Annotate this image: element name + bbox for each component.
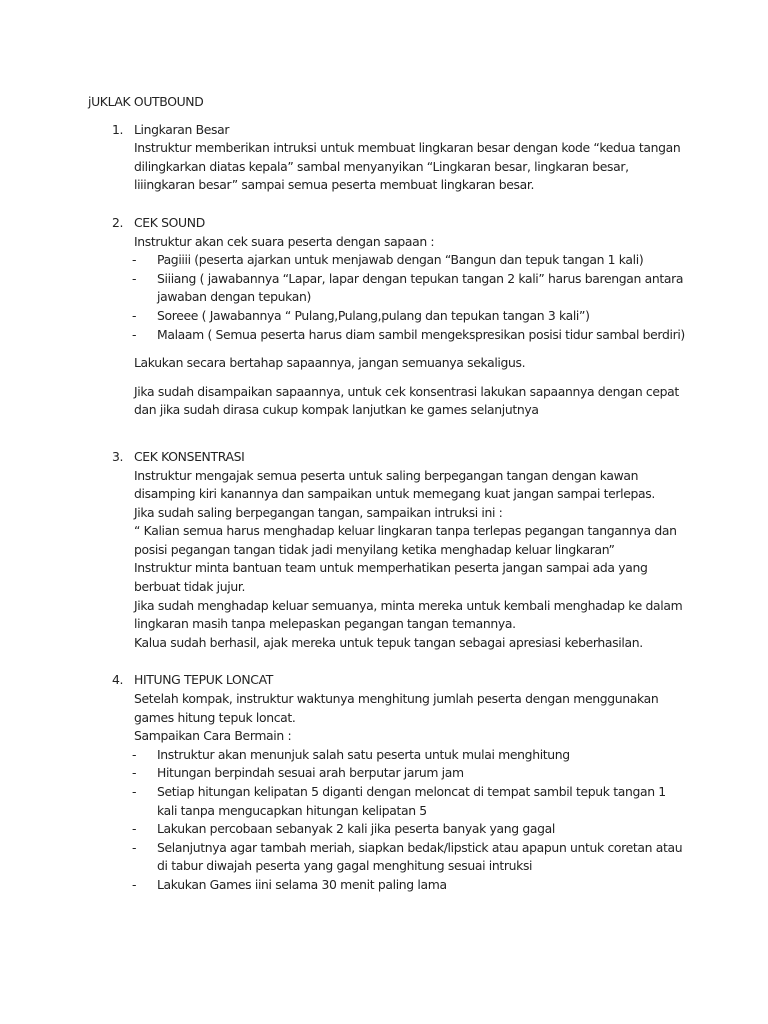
- section-paragraph: Kalua sudah berhasil, ajak mereka untuk tepuk tangan sebagai apresiasi keberhasilan.: [134, 634, 643, 650]
- list-item-text: Soreee ( Jawabannya “ Pulang,Pulang,pulang dan tepukan tangan 3 kali”): [157, 307, 590, 323]
- dash-marker: -: [132, 746, 137, 762]
- list-item-text: Lakukan percobaan sebanyak 2 kali jika peserta banyak yang gagal: [157, 821, 555, 837]
- section-lingkaran-besar: [88, 121, 688, 195]
- list-item-text: Instruktur akan menunjuk salah satu peserta untuk mulai menghitung: [157, 746, 570, 762]
- list-item: [134, 783, 688, 820]
- list-item-text: Hitungan berpindah sesuai arah berputar jarum jam: [157, 765, 464, 781]
- section-paragraph: Instruktur mengajak semua peserta untuk saling berpegangan tangan dengan kawan disamping kiri kanannya dan sampaikan untuk memegang kuat jangan sampai terlepas.: [134, 467, 655, 502]
- dash-marker: -: [132, 821, 137, 837]
- list-item: [134, 820, 688, 839]
- list-item-text: Siiiang ( jawabannya “Lapar, lapar dengan tepukan tangan 2 kali” harus barengan antara jawaban dengan tepukan): [157, 270, 684, 305]
- section-number: 1.: [112, 121, 124, 137]
- section-heading: CEK SOUND: [134, 214, 205, 230]
- dash-marker: -: [132, 326, 137, 342]
- list-item: [134, 876, 688, 895]
- list-item-text: Selanjutnya agar tambah meriah, siapkan bedak/lipstick atau apapun untuk coretan atau di tabur diwajah peserta yang gagal menghitung sesuai intruksi: [157, 839, 683, 874]
- dash-marker: -: [132, 252, 137, 268]
- list-item: [134, 307, 688, 326]
- dash-marker: -: [132, 839, 137, 855]
- dash-marker: -: [132, 784, 137, 799]
- section-heading: HITUNG TEPUK LONCAT: [134, 672, 273, 688]
- list-item: [134, 764, 688, 783]
- bullet-list: [134, 251, 688, 344]
- list-item: [134, 746, 688, 765]
- list-item: [134, 839, 688, 876]
- section-note: Jika sudah disampaikan sapaannya, untuk cek konsentrasi lakukan sapaannya dengan cepat dan jika sudah dirasa cukup kompak lanjutkan ke games selanjutnya: [134, 383, 679, 418]
- document-page: [88, 93, 688, 895]
- section-paragraph: Jika sudah saling berpegangan tangan, sampaikan intruksi ini :: [134, 504, 503, 520]
- section-paragraph: Jika sudah menghadap keluar semuanya, minta mereka untuk kembali menghadap ke dalam lingkaran masih tanpa melepaskan pegangan tangan temannya.: [134, 597, 683, 632]
- section-text: Instruktur memberikan intruksi untuk membuat lingkaran besar dengan kode “kedua tangan dilingkarkan diatas kepala” sambal menyanyikan “Lingkaran besar, lingkaran besar, liiingkaran besar” sampai semua peserta membuat lingkaran besar.: [134, 140, 681, 193]
- bullet-list: [134, 746, 688, 895]
- section-paragraph: Sampaikan Cara Bermain :: [134, 728, 292, 744]
- list-item-text: Setiap hitungan kelipatan 5 diganti dengan meloncat di tempat sambil tepuk tangan 1 kali tanpa mengucapkan hitungan kelipatan 5: [157, 784, 666, 818]
- list-item-text: Pagiiii (peserta ajarkan untuk menjawab dengan “Bangun dan tepuk tangan 1 kali): [157, 252, 644, 268]
- list-item: [134, 326, 688, 345]
- section-heading: CEK KONSENTRASI: [134, 448, 245, 464]
- document-title: jUKLAK OUTBOUND: [88, 94, 204, 109]
- list-item: [134, 251, 688, 270]
- section-hitung-tepuk-loncat: [88, 671, 688, 894]
- section-number: 3.: [112, 448, 124, 464]
- list-item: [134, 270, 688, 307]
- list-item-text: Lakukan Games iini selama 30 menit paling lama: [157, 876, 447, 892]
- dash-marker: -: [132, 876, 137, 892]
- section-number: 2.: [112, 214, 124, 230]
- dash-marker: -: [132, 270, 137, 286]
- dash-marker: -: [132, 765, 137, 781]
- section-quote: “ Kalian semua harus menghadap keluar lingkaran tanpa terlepas pegangan tangannya dan posisi pegangan tangan tidak jadi menyilang ketika menghadap keluar lingkaran”: [134, 523, 677, 557]
- section-heading: Lingkaran Besar: [134, 121, 230, 137]
- section-intro: Instruktur akan cek suara peserta dengan sapaan :: [134, 233, 435, 249]
- section-paragraph: Setelah kompak, instruktur waktunya menghitung jumlah peserta dengan menggunakan games hitung tepuk loncat.: [134, 691, 659, 725]
- section-paragraph: Instruktur minta bantuan team untuk memperhatikan peserta jangan sampai ada yang berbuat tidak jujur.: [134, 560, 648, 595]
- section-cek-sound: [88, 214, 688, 420]
- section-number: 4.: [112, 672, 124, 688]
- dash-marker: -: [132, 307, 137, 323]
- section-note: Lakukan secara bertahap sapaannya, jangan semuanya sekaligus.: [134, 355, 526, 371]
- section-cek-konsentrasi: [88, 448, 688, 653]
- list-item-text: Malaam ( Semua peserta harus diam sambil mengekspresikan posisi tidur sambal berdiri): [157, 326, 685, 342]
